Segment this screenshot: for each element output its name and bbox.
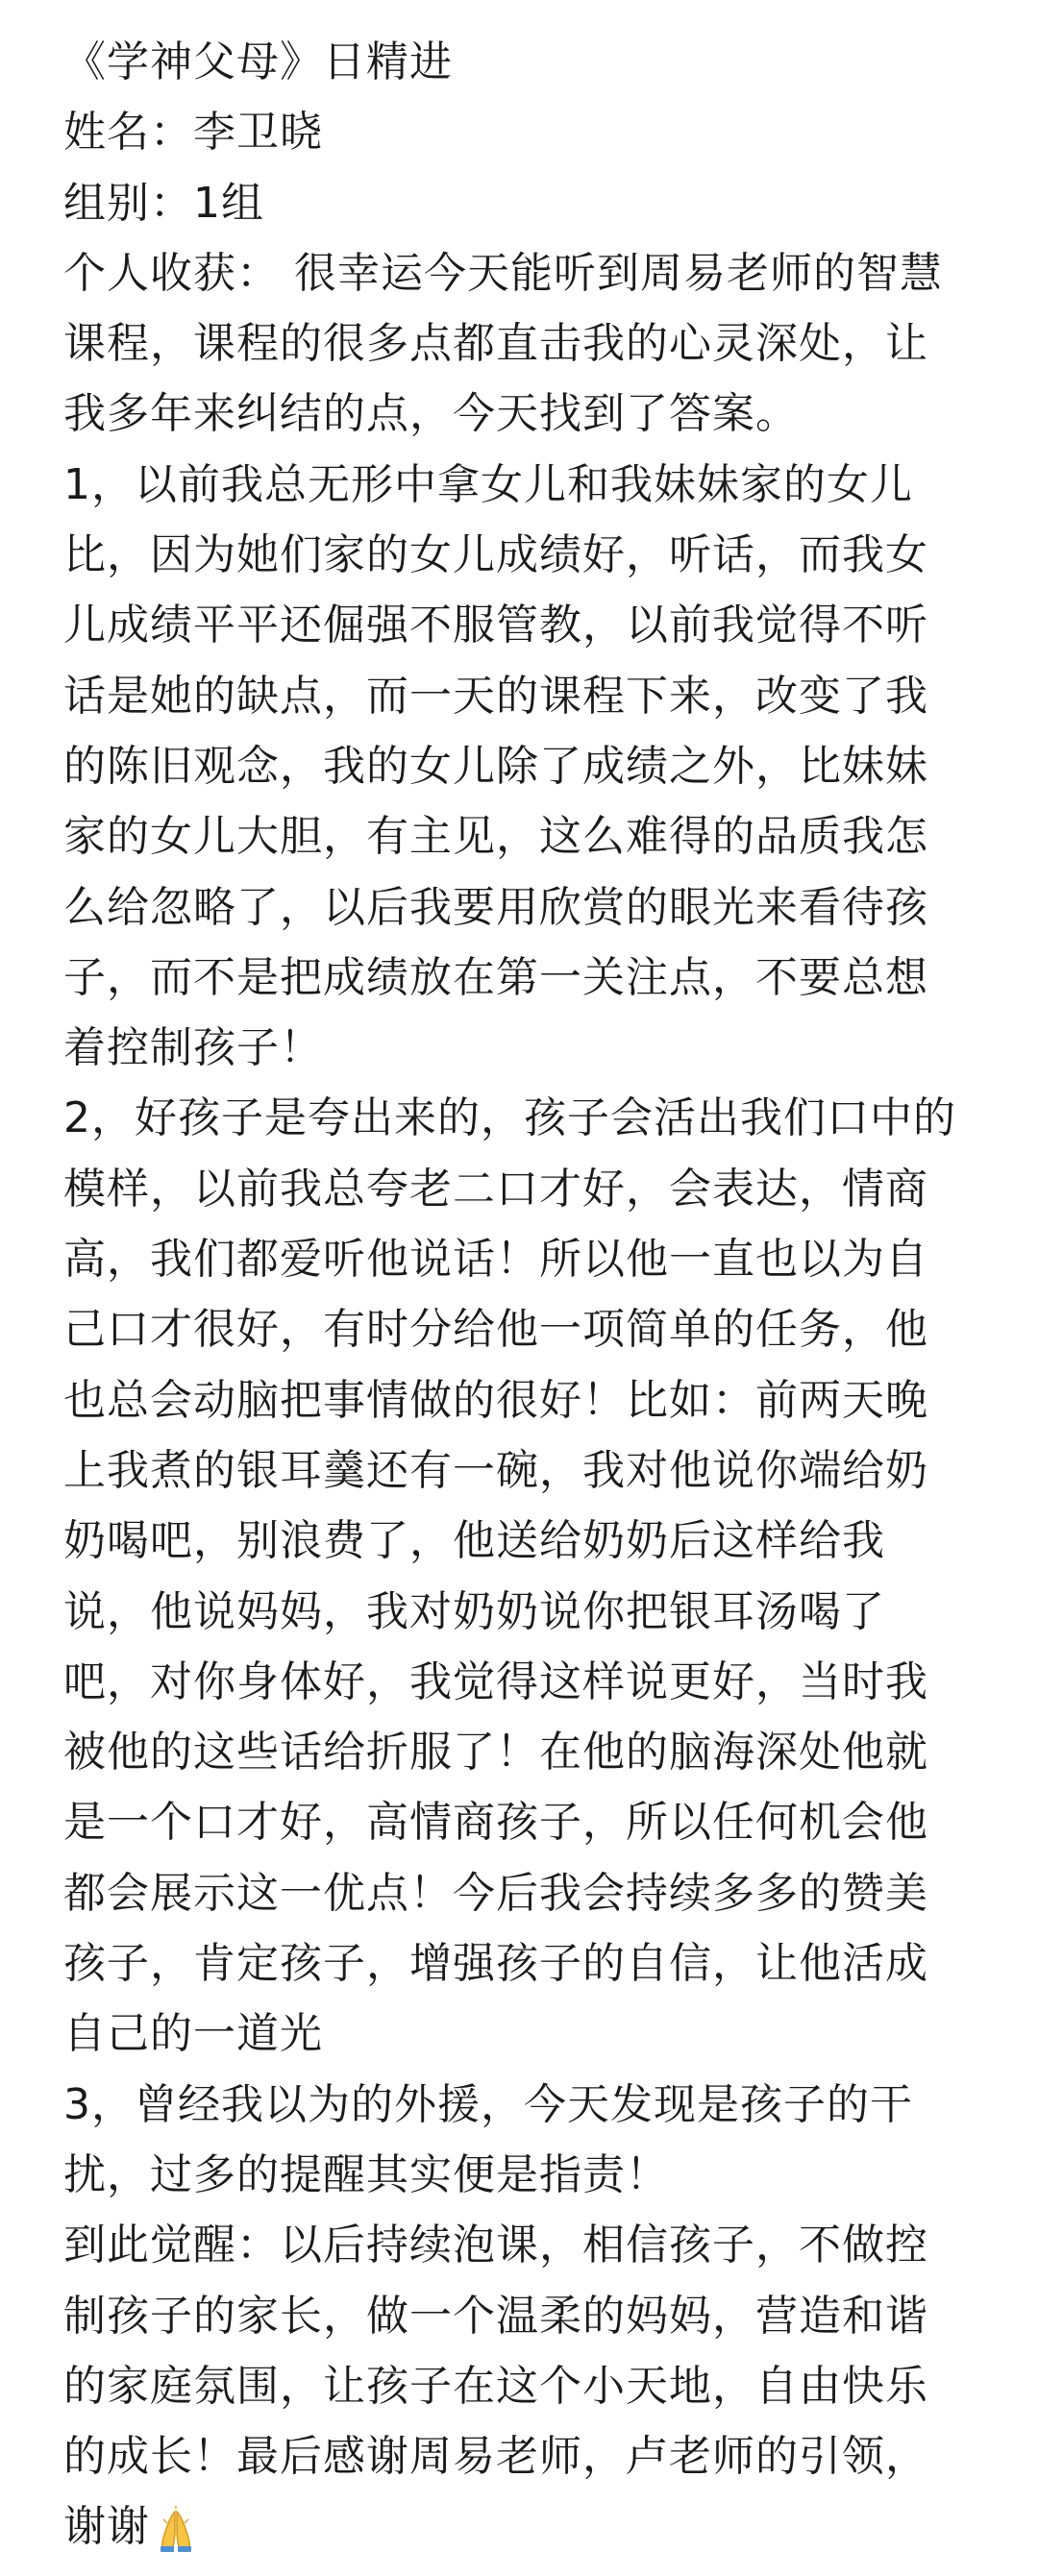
text-line: 己口才很好，有时分给他一项简单的任务，他 [63, 1305, 928, 1355]
text-line: 比，因为她们家的女儿成绩好，听话，而我女 [63, 530, 928, 580]
text-line: 上我煮的银耳羹还有一碗，我对他说你端给奶 [63, 1445, 928, 1495]
text-line: 孩子，肯定孩子，增强孩子的自信，让他活成 [63, 1939, 928, 1989]
text-line: 扰，过多的提醒其实便是指责！ [63, 2149, 669, 2199]
text-line: 课程，课程的很多点都直击我的心灵深处，让 [63, 319, 928, 369]
text-line: 都会展示这一优点！今后我会持续多多的赞美 [63, 1868, 928, 1918]
text-line: 着控制孩子！ [63, 1023, 323, 1073]
text-line: 2，好孩子是夸出来的，孩子会活出我们口中的 [63, 1093, 956, 1143]
document-title: 《学神父母》日精进 [63, 37, 453, 86]
text-line: 高，我们都爱听他说话！所以他一直也以为自 [63, 1235, 928, 1285]
text-line: 的成长！最后感谢周易老师，卢老师的引领， [63, 2432, 928, 2482]
text-line: 是一个口才好，高情商孩子，所以任何机会他 [63, 1798, 928, 1848]
text-line: 奶喝吧，别浪费了，他送给奶奶后这样给我 [63, 1516, 885, 1566]
text-line: 话是她的缺点，而一天的课程下来，改变了我 [63, 671, 928, 721]
text-line: 子，而不是把成绩放在第一关注点，不要总想 [63, 952, 928, 1002]
text-line: 模样，以前我总夸老二口才好，会表达，情商 [63, 1164, 928, 1214]
text-line: 也总会动脑把事情做的很好！比如：前两天晚 [63, 1375, 928, 1425]
text-line: 3，曾经我以为的外援，今天发现是孩子的干 [63, 2079, 913, 2129]
group-line: 组别：1组 [63, 178, 264, 228]
text-line: 吧，对你身体好，我觉得这样说更好，当时我 [63, 1656, 928, 1706]
text-line: 的陈旧观念，我的女儿除了成绩之外，比妹妹 [63, 741, 928, 791]
text-line: 儿成绩平平还倔强不服管教，以前我觉得不听 [63, 601, 928, 650]
folded-hands-icon [152, 2505, 200, 2553]
text-line: 家的女儿大胆，有主见，这么难得的品质我怎 [63, 812, 928, 862]
text-line: 说，他说妈妈，我对奶奶说你把银耳汤喝了 [63, 1586, 885, 1636]
name-line: 姓名：李卫晓 [63, 108, 323, 158]
text-line: 制孩子的家长，做一个温柔的妈妈，营造和谐 [63, 2291, 928, 2341]
text-line: 自己的一道光 [63, 2009, 323, 2059]
text-line: 个人收获： 很幸运今天能听到周易老师的智慧 [63, 248, 943, 298]
closing-text: 谢谢 [63, 2502, 150, 2552]
text-line: 到此觉醒：以后持续泡课，相信孩子，不做控 [63, 2220, 928, 2270]
text-line: 1，以前我总无形中拿女儿和我妹妹家的女儿 [63, 459, 913, 509]
text-line: 被他的这些话给折服了！在他的脑海深处他就 [63, 1728, 928, 1778]
closing-line [63, 2491, 1000, 2562]
text-line: 的家庭氛围，让孩子在这个小天地，自由快乐 [63, 2361, 928, 2411]
text-line: 么给忽略了，以后我要用欣赏的眼光来看待孩 [63, 882, 928, 932]
text-line: 我多年来纠结的点，今天找到了答案。 [63, 389, 799, 439]
